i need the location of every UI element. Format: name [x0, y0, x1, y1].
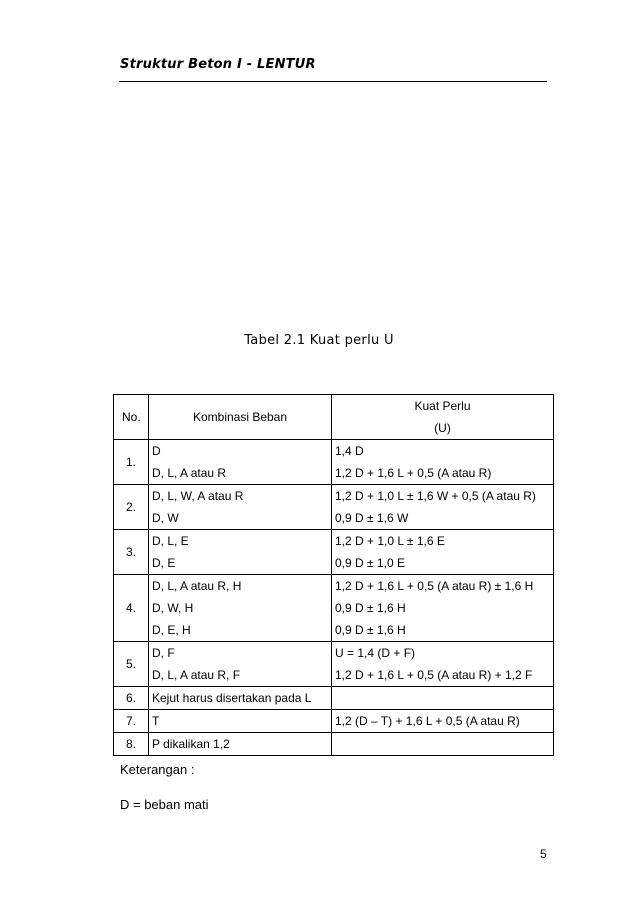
header-kuat-perlu	[332, 395, 554, 440]
kombinasi-cell	[149, 687, 332, 710]
kombinasi-line: P dikalikan 1,2	[152, 737, 230, 751]
row-number: 5.	[114, 642, 149, 687]
kombinasi-line: D, L, A atau R, H	[152, 579, 242, 593]
table-row	[114, 642, 554, 687]
kuat-perlu-cell	[332, 710, 554, 733]
table-row	[114, 485, 554, 530]
kuat-perlu-line: 0,9 D ± 1,0 E	[335, 556, 405, 570]
header-no: No.	[114, 395, 149, 440]
row-number: 4.	[114, 575, 149, 642]
kombinasi-line: Kejut harus disertakan pada L	[152, 691, 312, 705]
kombinasi-line: D, W, H	[152, 601, 194, 615]
table-row	[114, 687, 554, 710]
table-caption: Tabel 2.1 Kuat perlu U	[244, 333, 394, 348]
table-row	[114, 440, 554, 485]
kombinasi-cell	[149, 710, 332, 733]
kuat-perlu-cell	[332, 485, 554, 530]
kombinasi-line: D, E	[152, 556, 176, 570]
kuat-perlu-line: U = 1,4 (D + F)	[335, 646, 416, 660]
row-number: 2.	[114, 485, 149, 530]
kombinasi-line: D, W	[152, 511, 179, 525]
page-number: 5	[540, 847, 547, 861]
kombinasi-line: D, E, H	[152, 623, 191, 637]
kuat-perlu-line: 1,2 (D – T) + 1,6 L + 0,5 (A atau R)	[335, 714, 520, 728]
kombinasi-line: D, L, A atau R, F	[152, 668, 241, 682]
header-kuat-line1: Kuat Perlu	[414, 399, 471, 413]
kuat-perlu-cell	[332, 440, 554, 485]
kuat-perlu-cell	[332, 642, 554, 687]
table-row	[114, 575, 554, 642]
row-number: 3.	[114, 530, 149, 575]
kuat-perlu-line	[335, 733, 550, 755]
kombinasi-line: T	[152, 714, 160, 728]
table-row	[114, 710, 554, 733]
kuat-perlu-cell	[332, 733, 554, 756]
kuat-perlu-line: 0,9 D ± 1,6 W	[335, 511, 409, 525]
kuat-perlu-cell	[332, 530, 554, 575]
kuat-perlu-line: 1,2 D + 1,0 L ± 1,6 W + 0,5 (A atau R)	[335, 489, 536, 503]
table-header-row	[114, 395, 554, 440]
kombinasi-line: D, L, W, A atau R	[152, 489, 244, 503]
kuat-perlu-line: 1,4 D	[335, 444, 364, 458]
header-kombinasi: Kombinasi Beban	[149, 395, 332, 440]
header-divider	[119, 81, 547, 82]
row-number: 7.	[114, 710, 149, 733]
document-header-title: Struktur Beton I - LENTUR	[120, 57, 316, 72]
kuat-perlu-line: 0,9 D ± 1,6 H	[335, 623, 406, 637]
kombinasi-cell	[149, 733, 332, 756]
kombinasi-line: D, L, A atau R	[152, 466, 227, 480]
kombinasi-cell	[149, 485, 332, 530]
kombinasi-line: D, L, E	[152, 534, 189, 548]
header-kuat-line2: (U)	[434, 421, 451, 435]
kuat-perlu-line	[335, 687, 550, 709]
table-row	[114, 530, 554, 575]
row-number: 8.	[114, 733, 149, 756]
kombinasi-line: D	[152, 444, 161, 458]
definition-d: D = beban mati	[120, 797, 209, 812]
kombinasi-cell	[149, 575, 332, 642]
kombinasi-cell	[149, 642, 332, 687]
keterangan-label: Keterangan :	[120, 762, 195, 777]
kombinasi-line: D, F	[152, 646, 175, 660]
kombinasi-cell	[149, 530, 332, 575]
kuat-perlu-line: 0,9 D ± 1,6 H	[335, 601, 406, 615]
table-row	[114, 733, 554, 756]
kombinasi-cell	[149, 440, 332, 485]
kuat-perlu-line: 1,2 D + 1,6 L + 0,5 (A atau R) ± 1,6 H	[335, 579, 534, 593]
kuat-perlu-line: 1,2 D + 1,0 L ± 1,6 E	[335, 534, 445, 548]
row-number: 1.	[114, 440, 149, 485]
kuat-perlu-line: 1,2 D + 1,6 L + 0,5 (A atau R)	[335, 466, 492, 480]
load-combination-table	[113, 394, 554, 756]
row-number: 6.	[114, 687, 149, 710]
kuat-perlu-cell	[332, 687, 554, 710]
kuat-perlu-cell	[332, 575, 554, 642]
kuat-perlu-line: 1,2 D + 1,6 L + 0,5 (A atau R) + 1,2 F	[335, 668, 533, 682]
